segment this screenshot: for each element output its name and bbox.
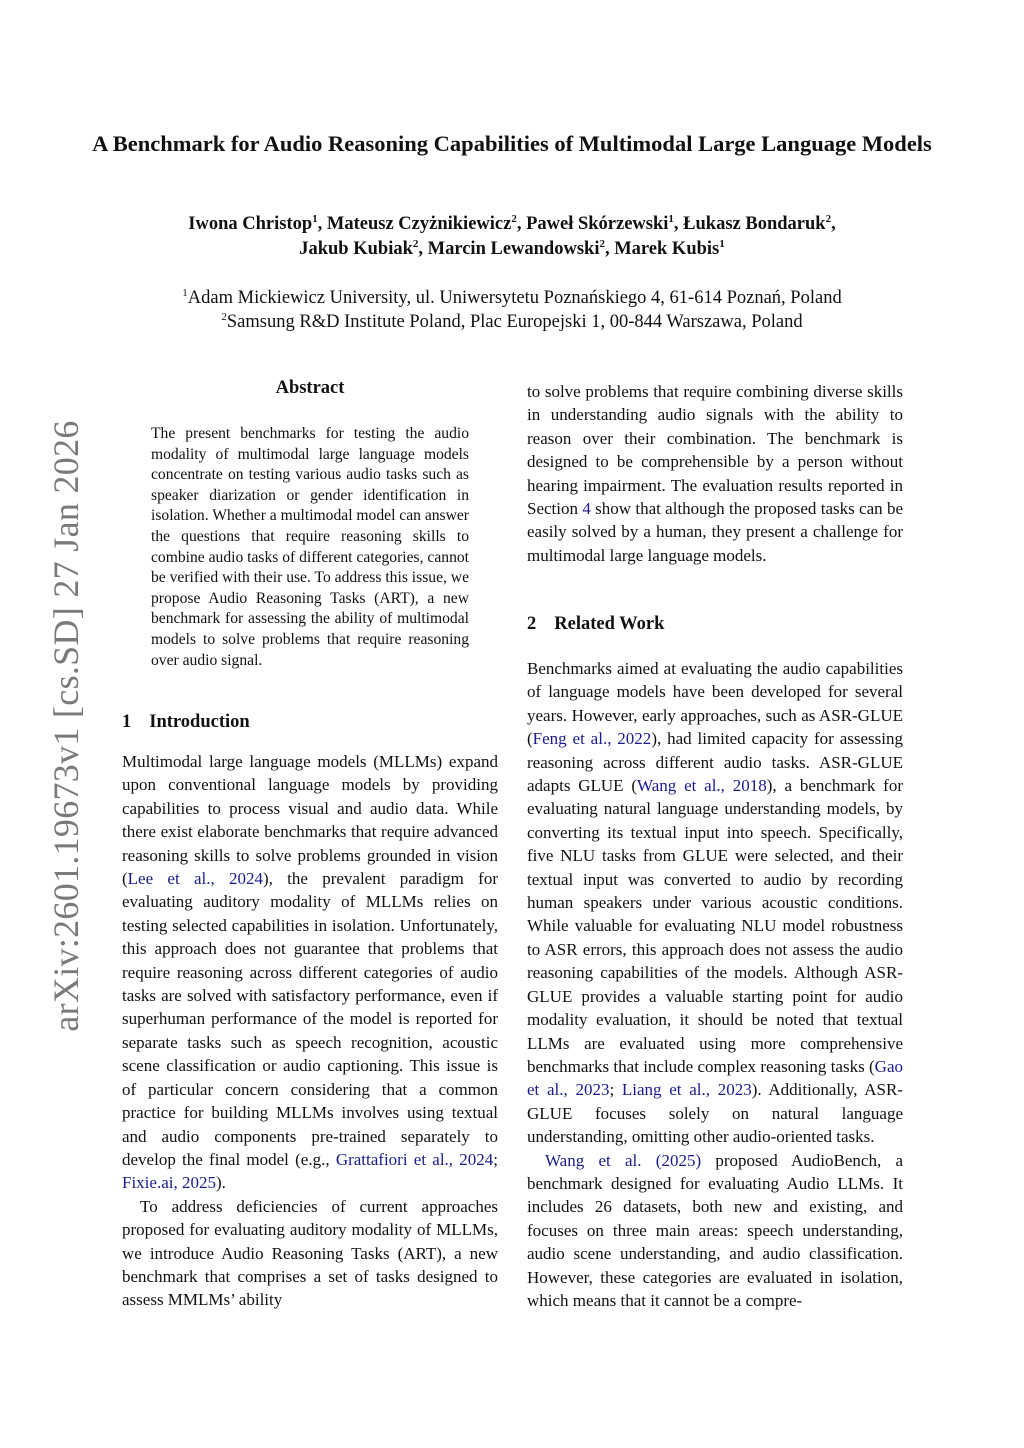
author-list: Iwona Christop$^1$, Mateusz Czyżnikiewicz$^2$, Paweł Skórzewski$^1$, Łukasz Bondaruk$^2$, Jakub Kubiak$^2$, Marcin Lewandowski$^2$, Marek Kubis$^1$ — [188, 212, 836, 259]
section-number: 1 — [122, 712, 132, 732]
text-run: to solve problems that require combining diverse skills in understanding audio signals with the ability to reason over their combination. The benchmark is designed to be comprehensible by a person without hearing impairment. The evaluation results reported in Section — [527, 382, 903, 519]
affiliation-marker: 1 — [182, 286, 188, 299]
affiliation-2 — [0, 310, 1024, 334]
text-run: ), had limited capacity for assessing reasoning across different audio tasks. ASR-GLUE adapts GLUE ( — [527, 729, 903, 796]
section-reference-link[interactable]: 4 — [582, 499, 591, 519]
introduction-body — [122, 750, 498, 1312]
section-heading-introduction — [122, 712, 268, 733]
author-name: Marek Kubis — [614, 239, 720, 259]
text-run: Benchmarks aimed at evaluating the audio capabilities of language models have been developed for several years. However, early approaches, such as ASR-GLUE ( — [527, 659, 903, 749]
text-run: ). — [215, 1173, 226, 1193]
abstract-heading: Abstract — [275, 378, 345, 398]
affiliation-text: Adam Mickiewicz University, ul. Uniwersytetu Poznańskiego 4, 61-614 Poznań, Poland — [187, 288, 842, 308]
abstract-text: The present benchmarks for testing the audio modality of multimodal large language models concentrate on testing various audio tasks such as speaker diarization or gender identification in isolation. Whether a multimodal model can answer the questions that require reasoning skills to combine audio tasks of different categories, cannot be verified with their use. To address this issue, we propose Audio Reasoning Tasks (ART), a new benchmark for assessing the ability of multimodal models to solve problems that require reasoning over audio signal. — [151, 425, 469, 669]
text-run: show that although the proposed tasks can be easily solved by a human, they present a challenge for multimodal large language models. — [527, 499, 904, 565]
affiliations — [0, 286, 1024, 334]
citation-link[interactable]: Liang et al., 2023 — [621, 1080, 752, 1100]
text-run: ; — [609, 1080, 622, 1100]
abstract-body — [151, 424, 469, 671]
text-run: ), a benchmark for evaluating natural language understanding models, by converting its textual input into speech. Specifically, five NLU tasks from GLUE were selected, and their textual input was converted to audio by recording human speakers under various acoustic conditions. While valuable for evaluating NLU model robustness to ASR errors, this approach does not assess the audio reasoning capabilities of the models. Although ASR-GLUE provides a valuable starting point for audio modality evaluation, it should be noted that textual LLMs are evaluated using more comprehensive benchmarks that include complex reasoning tasks ( — [527, 776, 903, 1076]
paragraph — [527, 1149, 903, 1313]
text-run: proposed AudioBench, a benchmark designed for evaluating Audio LLMs. It includes 26 datasets, both new and existing, and focuses on three main areas: speech understanding, audio scene understanding, and audio classification. However, these categories are evaluated in isolation, which means that it cannot be a compre- — [527, 1150, 904, 1310]
paragraph: To address deficiencies of current approaches proposed for evaluating auditory modality of MLLMs, we introduce Audio Reasoning Tasks (ART), a new benchmark that comprises a set of tasks designed to assess MMLMs’ ability — [122, 1196, 498, 1310]
section-title: Related Work — [554, 614, 665, 634]
text-run: ), the prevalent paradigm for evaluating auditory modality of MLLMs relies on testing selected capabilities in isolation. Unfortunately, this approach does not guarantee that problems that require reasoning across different categories of audio tasks are solved with satisfactory performance, even if superhuman performance of the model is reported for separate tasks such as speech recognition, acoustic scene classification or audio captioning. This issue is of particular concern considering that a common practice for building MLLMs involves using textual and audio components pre-trained separately to develop the final model (e.g., — [122, 869, 498, 1169]
section-number: 2 — [527, 614, 537, 634]
author-name: Marcin Lewandowski — [427, 239, 600, 259]
section-heading-related-work — [527, 614, 682, 635]
introduction-continued — [527, 380, 903, 567]
affiliation-marker: 1 — [312, 212, 318, 225]
affiliation-text: Samsung R&D Institute Poland, Plac Europejski 1, 00-844 Warszawa, Poland — [226, 312, 803, 332]
citation-link[interactable]: Feng et al., 2022 — [532, 729, 652, 749]
author-name: Iwona Christop — [188, 214, 313, 234]
arxiv-identifier: arXiv:2601.19673v1 [cs.SD] 27 Jan 2026 — [46, 420, 86, 1032]
author-name: Łukasz Bondaruk — [683, 214, 826, 234]
text-run: Multimodal large language models (MLLMs) expand upon conventional language models by providing capabilities to process visual and audio data. While there exist elaborate benchmarks that require advanced reasoning skills to solve problems grounded in vision ( — [122, 752, 498, 889]
affiliation-marker: 2 — [599, 237, 605, 250]
citation-link[interactable]: Fixie.ai, 2025 — [122, 1173, 216, 1193]
author-name: Paweł Skórzewski — [526, 214, 669, 234]
citation-link[interactable]: Grattafiori et al., 2024 — [335, 1149, 494, 1169]
paper-title: A Benchmark for Audio Reasoning Capabilities of Multimodal Large Language Models — [92, 131, 932, 156]
affiliation-marker: 2 — [511, 212, 517, 225]
affiliation-marker: 2 — [221, 310, 227, 323]
affiliation-marker: 2 — [825, 212, 832, 225]
citation-link[interactable]: Wang et al. (2025) — [545, 1150, 702, 1170]
affiliation-1 — [0, 286, 1024, 310]
affiliation-marker: 1 — [719, 237, 725, 250]
text-run: ; — [493, 1149, 499, 1169]
paragraph — [122, 750, 498, 1195]
author-name: Jakub Kubiak — [299, 239, 413, 259]
citation-link[interactable]: Wang et al., 2018 — [637, 776, 767, 796]
citation-link[interactable]: Gao et al., 2023 — [527, 1056, 903, 1100]
related-work-body — [527, 657, 903, 1312]
text-run: ). Additionally, ASR-GLUE focuses solely on natural language understanding, omitting other audio-oriented tasks. — [527, 1080, 903, 1147]
affiliation-marker: 1 — [668, 212, 674, 225]
section-title: Introduction — [149, 712, 250, 732]
affiliation-marker: 2 — [412, 237, 419, 250]
paragraph — [527, 657, 903, 1149]
citation-link[interactable]: Lee et al., 2024 — [127, 869, 263, 889]
paragraph — [527, 380, 903, 567]
author-name: Mateusz Czyżnikiewicz — [326, 214, 512, 234]
